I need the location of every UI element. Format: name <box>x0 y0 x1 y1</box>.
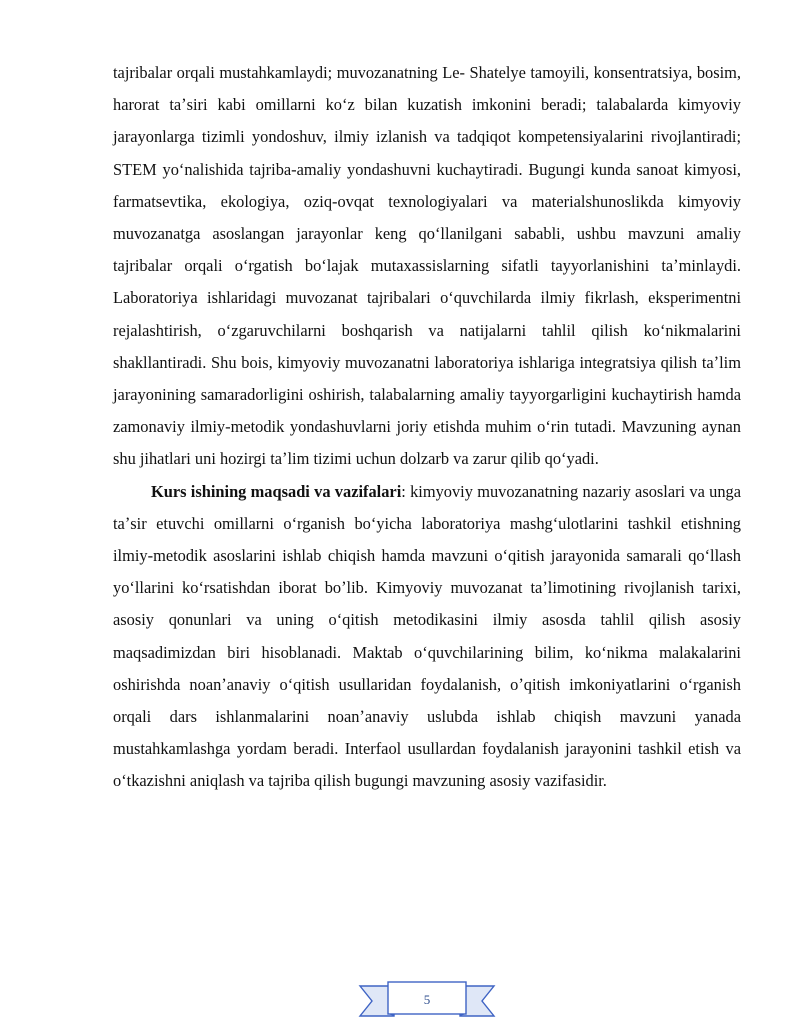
document-body <box>113 57 741 798</box>
paragraph-goals <box>113 476 741 798</box>
section-lead-heading: Kurs ishining maqsadi va vazifalari <box>151 481 402 501</box>
paragraph-continued: tajribalar orqali mustahkamlaydi; muvozanatning Le- Shatelye tamoyili, konsentratsiya, bosim, harorat taʼsiri kabi omillarni koʻz bilan kuzatish imkonini beradi; talabalarda kimyoviy jarayonlarga tizimli yondoshuv, ilmiy izlanish va tadqiqot kompetensiyalarini rivojlantiradi; STEM yoʻnalishida tajriba-amaliy yondashuvni kuchaytiradi. Bugungi kunda sanoat kimyosi, farmatsevtika, ekologiya, oziq-ovqat texnologiyalari va materialshunoslikda kimyoviy muvozanatga asoslangan jarayonlar keng qoʻllanilgani sababli, ushbu mavzuni amaliy tajribalar orqali oʻrgatish boʻlajak mutaxassislarning sifatli tayyorlanishini taʼminlaydi. Laboratoriya ishlaridagi muvozanat tajribalari oʻquvchilarda ilmiy fikrlash, eksperimentni rejalashtirish, oʻzgaruvchilarni boshqarish va natijalarni tahlil qilish koʻnikmalarini shakllantiradi. Shu bois, kimyoviy muvozanatni laboratoriya ishlariga integratsiya qilish taʼlim jarayonining samaradorligini oshirish, talabalarning amaliy tayyorgarligini kuchaytirish hamda zamonaviy ilmiy-metodik yondashuvlarni joriy etishda muhim oʻrin tutadi. Mavzuning aynan shu jihatlari uni hozirgi taʼlim tizimi uchun dolzarb va zarur qilib qoʻyadi. <box>113 63 741 469</box>
paragraph-goals-body: : kimyoviy muvozanatning nazariy asoslari va unga taʼsir etuvchi omillarni oʻrganish boʻyicha laboratoriya mashgʻulotlarini tashkil etishning ilmiy-metodik asoslarini ishlab chiqish hamda mavzuni oʻqitish jarayonida samarali qoʻllash yoʻllarini koʻrsatishdan iborat boʼlib. Kimyoviy muvozanat taʼlimotining rivojlanish tarixi, asosiy qonunlari va uning oʻqitish metodikasini ilmiy asosda tahlil qilish asosiy maqsadimizdan biri hisoblanadi. Maktab oʻquvchilarining bilim, koʻnikma malakalarini oshirishda noanʼanaviy oʻqitish usullaridan foydalanish, oʼqitish imkoniyatlarini oʻrganish orqali dars ishlanmalarini noanʼanaviy uslubda ishlab chiqish mavzuni yanada mustahkamlashga yordam beradi. Interfaol usullardan foydalanish jarayonini tashkil etish va oʻtkazishni aniqlash va tajriba qilish bugungi mavzuning asosiy vazifasidir. <box>113 481 741 791</box>
page-number: 5 <box>423 992 431 1007</box>
page-footer <box>0 978 800 1022</box>
